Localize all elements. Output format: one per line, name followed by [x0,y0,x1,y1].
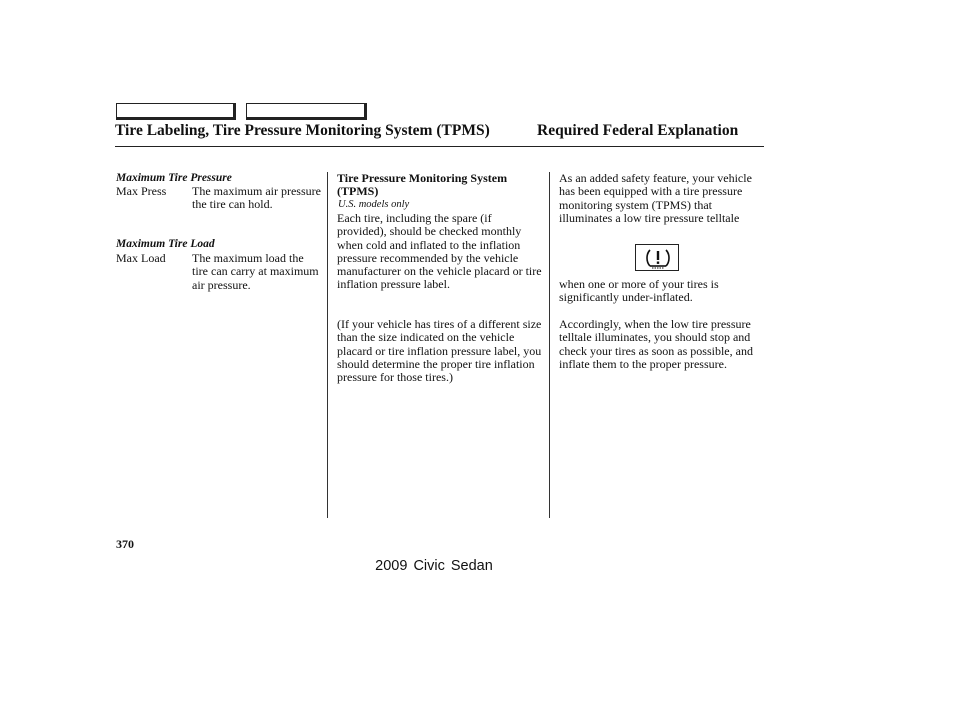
max-press-definition: The maximum air pressure the tire can hold. [192,184,321,212]
page-title: Tire Labeling, Tire Pressure Monitoring System (TPMS) [115,122,490,139]
section-title: Required Federal Explanation [537,122,739,139]
accordingly-paragraph: Accordingly, when the low tire pressure telltale illuminates, you should stop and check your tires as soon as possible, and inflate them to the proper pressure. [559,317,753,371]
under-inflated-paragraph: when one or more of your tires is significantly under-inflated. [559,277,719,305]
safety-feature-paragraph: As an added safety feature, your vehicle has been equipped with a tire pressure monitoring system (TPMS) that illuminates a low tire pressure telltale [559,171,752,225]
max-load-term: Max Load [116,251,166,265]
us-models-note: U.S. models only [338,199,410,210]
low-tire-pressure-telltale-icon [635,244,679,271]
max-tire-load-heading: Maximum Tire Load [116,238,215,250]
page-number: 370 [116,537,134,551]
max-load-definition: The maximum load the tire can carry at maximum air pressure. [192,251,319,292]
section-tab-1[interactable] [116,103,236,120]
footer-model: 2009 Civic Sedan [375,558,493,574]
section-tab-2[interactable] [246,103,367,120]
column-divider-2 [549,172,550,518]
tpms-heading: Tire Pressure Monitoring System (TPMS) [337,171,508,199]
max-tire-pressure-heading: Maximum Tire Pressure [116,172,232,184]
max-press-term: Max Press [116,184,167,198]
tpms-paragraph-1: Each tire, including the spare (if provided), should be checked monthly when cold and inflated to the inflation pressure recommended by the vehicle manufacturer on the vehicle placard or tire inflation pressure label. [337,211,542,292]
tpms-paragraph-2: (If your vehicle has tires of a different size than the size indicated on the vehicle placard or tire inflation pressure label, you should determine the proper tire inflation pressure for those tires.) [337,317,542,385]
column-divider-1 [327,172,328,518]
header-divider [115,146,764,147]
